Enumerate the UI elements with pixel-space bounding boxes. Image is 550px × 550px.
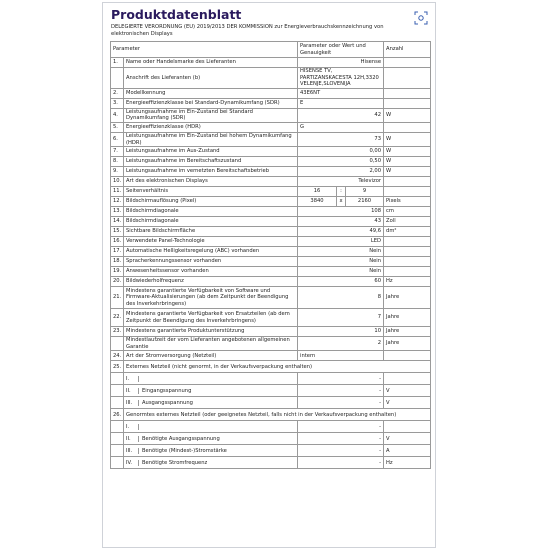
section-item (124, 433, 298, 445)
item-unit: V (384, 433, 431, 445)
row-unit: W (384, 108, 431, 122)
row-unit (384, 351, 431, 361)
row-unit: Jahre (384, 337, 431, 351)
row-value: 2,00 (298, 167, 384, 177)
table-row (111, 167, 431, 177)
row-unit (384, 88, 431, 98)
row-unit: Pixels (384, 197, 431, 207)
row-number: 17. (111, 247, 124, 257)
table-row (111, 277, 431, 287)
row-value-b: 9 (346, 187, 384, 197)
table-row (111, 122, 431, 132)
item-roman-number: III. (126, 400, 139, 407)
row-value-sep: : (337, 187, 346, 197)
table-row (111, 147, 431, 157)
item-roman-number: II. (126, 388, 139, 395)
row-label: Bildschirmdiagonale (124, 217, 298, 227)
row-number: 11. (111, 187, 124, 197)
row-unit (384, 267, 431, 277)
item-label: Ausgangsspannung (142, 399, 193, 406)
section-item-row (111, 385, 431, 397)
row-value-a: 16 (298, 187, 337, 197)
item-value: - (298, 421, 384, 433)
blank-cell (111, 385, 124, 397)
row-label: Bildschirmdiagonale (124, 207, 298, 217)
row-number: 22. (111, 309, 124, 327)
row-label: Mindestens garantierte Verfügbarkeit von Ersatzteilen (ab dem Zeitpunkt der Beendigung des Inverkehrbringens) (124, 309, 298, 327)
product-data-sheet (102, 2, 436, 548)
row-number: 18. (111, 257, 124, 267)
item-roman-number: I. (126, 424, 139, 431)
row-value: 73 (298, 132, 384, 146)
row-label: Energieeffizienzklasse bei Standard-Dynamikumfang (SDR) (124, 98, 298, 108)
row-label: Bildwiederholfrequenz (124, 277, 298, 287)
row-label: Spracherkennungssensor vorhanden (124, 257, 298, 267)
table-header-row (111, 42, 431, 58)
item-roman-number: I. (126, 376, 139, 383)
table-row (111, 177, 431, 187)
section-item (124, 397, 298, 409)
row-value: E (298, 98, 384, 108)
row-label: Energieeffizienzklasse (HDR) (124, 122, 298, 132)
row-unit: W (384, 132, 431, 146)
section-item-row (111, 397, 431, 409)
row-label: Name oder Handelsmarke des Lieferanten (124, 58, 298, 68)
row-value: Televizor (298, 177, 384, 187)
row-value: 108 (298, 207, 384, 217)
item-unit: A (384, 445, 431, 457)
row-label: Automatische Helligkeitsregelung (ABC) vorhanden (124, 247, 298, 257)
row-number: 14. (111, 217, 124, 227)
row-label: Mindestlaufzeit der vom Lieferanten angebotenen allgemeinen Garantie (124, 337, 298, 351)
row-unit: Zoll (384, 217, 431, 227)
row-label: Sichtbare Bildschirmfläche (124, 227, 298, 237)
table-row (111, 68, 431, 89)
row-unit: W (384, 167, 431, 177)
row-number: 8. (111, 157, 124, 167)
row-label: Leistungsaufnahme im Ein-Zustand bei Standard Dynamikumfang (SDR) (124, 108, 298, 122)
row-unit: Jahre (384, 287, 431, 309)
row-value-a: 3840 (298, 197, 337, 207)
item-unit (384, 373, 431, 385)
item-value: - (298, 373, 384, 385)
section-item-row (111, 457, 431, 469)
row-unit (384, 68, 431, 89)
header-value: Parameter oder Wert und Genauigkeit (298, 42, 384, 58)
blank-cell (111, 397, 124, 409)
item-roman-number: II. (126, 436, 139, 443)
table-row (111, 267, 431, 277)
row-number: 2. (111, 88, 124, 98)
section-row (111, 361, 431, 373)
table-row (111, 247, 431, 257)
row-unit (384, 247, 431, 257)
section-item (124, 421, 298, 433)
row-number: 10. (111, 177, 124, 187)
section-item (124, 457, 298, 469)
item-label: Benötigte Stromfrequenz (142, 459, 208, 466)
row-value: G (298, 122, 384, 132)
sheet-header (111, 7, 411, 38)
row-value: Nein (298, 257, 384, 267)
blank-cell (111, 373, 124, 385)
row-unit: Hz (384, 277, 431, 287)
section-label: Externes Netzteil (nicht genormt, in der Verkaufsverpackung enthalten) (124, 361, 431, 373)
item-value: - (298, 433, 384, 445)
table-row (111, 157, 431, 167)
row-value: 8 (298, 287, 384, 309)
table-row (111, 58, 431, 68)
row-label: Leistungsaufnahme im Bereitschaftszustand (124, 157, 298, 167)
row-label: Art der Stromversorgung (Netzteil) (124, 351, 298, 361)
row-number (111, 337, 124, 351)
row-value: 60 (298, 277, 384, 287)
section-item-row (111, 445, 431, 457)
header-parameter: Parameter (111, 42, 298, 58)
row-unit (384, 187, 431, 197)
row-value: 7 (298, 309, 384, 327)
row-unit: W (384, 157, 431, 167)
item-label: Eingangsspannung (142, 387, 192, 394)
regulation-subtitle: DELEGIERTE VERORDNUNG (EU) 2019/2013 DER KOMMISSION zur Energieverbrauchskennzeichnung von elektronischen Displays (111, 24, 384, 37)
row-value: 49,6 (298, 227, 384, 237)
row-value: 0,50 (298, 157, 384, 167)
row-unit (384, 98, 431, 108)
item-value: - (298, 385, 384, 397)
row-value: intern (298, 351, 384, 361)
blank-cell (111, 445, 124, 457)
section-item-row (111, 373, 431, 385)
row-number: 5. (111, 122, 124, 132)
table-row (111, 257, 431, 267)
section-label: Genormtes externes Netzteil (oder geeignetes Netzteil, falls nicht in der Verkaufsverpackung enthalten) (124, 409, 431, 421)
row-number: 20. (111, 277, 124, 287)
row-label: Leistungsaufnahme im vernetzten Bereitschaftsbetrieb (124, 167, 298, 177)
row-value: 42 (298, 108, 384, 122)
section-item (124, 373, 298, 385)
section-item (124, 385, 298, 397)
row-value: LED (298, 237, 384, 247)
row-label: Verwendete Panel-Technologie (124, 237, 298, 247)
row-value: 10 (298, 327, 384, 337)
item-label: Benötigte (Mindest-)Stromstärke (142, 447, 227, 454)
row-unit (384, 122, 431, 132)
header-unit: Anzahl (384, 42, 431, 58)
table-row (111, 351, 431, 361)
row-unit (384, 58, 431, 68)
row-unit: dm² (384, 227, 431, 237)
row-number: 16. (111, 237, 124, 247)
row-unit (384, 257, 431, 267)
item-value: - (298, 445, 384, 457)
row-unit (384, 177, 431, 187)
parameter-table (110, 41, 431, 469)
row-number: 21. (111, 287, 124, 309)
item-roman-number: IV. (126, 460, 139, 467)
row-number: 3. (111, 98, 124, 108)
item-roman-number: III. (126, 448, 139, 455)
table-row (111, 287, 431, 309)
row-value-sep: x (337, 197, 346, 207)
blank-cell (111, 421, 124, 433)
section-item (124, 445, 298, 457)
row-value: 0,00 (298, 147, 384, 157)
row-number: 4. (111, 108, 124, 122)
row-label: Leistungsaufnahme im Aus-Zustand (124, 147, 298, 157)
row-number: 6. (111, 132, 124, 146)
table-row (111, 237, 431, 247)
row-unit: cm (384, 207, 431, 217)
row-label: Leistungsaufnahme im Ein-Zustand bei hohem Dynamikumfang (HDR) (124, 132, 298, 146)
table-row (111, 108, 431, 122)
row-value: 43 (298, 217, 384, 227)
row-unit: Jahre (384, 309, 431, 327)
section-number: 25. (111, 361, 124, 373)
table-row (111, 197, 431, 207)
section-item-row (111, 433, 431, 445)
row-label: Modellkennung (124, 88, 298, 98)
table-row (111, 227, 431, 237)
row-value: Hisense (298, 58, 384, 68)
row-number: 7. (111, 147, 124, 157)
section-number: 26. (111, 409, 124, 421)
section-row (111, 409, 431, 421)
section-item-row (111, 421, 431, 433)
item-unit: Hz (384, 457, 431, 469)
item-value: - (298, 397, 384, 409)
row-label: Bildschirmauflösung (Pixel) (124, 197, 298, 207)
item-unit: V (384, 385, 431, 397)
row-value: 43E6NT (298, 88, 384, 98)
table-row (111, 309, 431, 327)
table-row (111, 98, 431, 108)
row-value: Nein (298, 247, 384, 257)
item-value: - (298, 457, 384, 469)
row-label: Mindestens garantierte Verfügbarkeit von Software und Firmware-Aktualisierungen (ab dem Zeitpunkt der Beendigung des Inverkehrbringens) (124, 287, 298, 309)
blank-cell (111, 433, 124, 445)
row-number: 13. (111, 207, 124, 217)
row-number: 24. (111, 351, 124, 361)
row-unit: Jahre (384, 327, 431, 337)
row-value: HISENSE TV, PARTIZANSKACESTA 12H,3320 VELENJE,SLOVENIJA (298, 68, 384, 89)
table-row (111, 217, 431, 227)
item-unit: V (384, 397, 431, 409)
blank-cell (111, 457, 124, 469)
table-row (111, 187, 431, 197)
qr-scan-icon[interactable] (414, 11, 428, 25)
row-number: 9. (111, 167, 124, 177)
row-number: 19. (111, 267, 124, 277)
table-row (111, 337, 431, 351)
row-number: 23. (111, 327, 124, 337)
row-value: Nein (298, 267, 384, 277)
row-unit (384, 237, 431, 247)
item-label: Benötigte Ausgangsspannung (142, 435, 220, 442)
row-label: Seitenverhältnis (124, 187, 298, 197)
row-value: 2 (298, 337, 384, 351)
table-row (111, 207, 431, 217)
table-row (111, 327, 431, 337)
item-unit (384, 421, 431, 433)
row-value-b: 2160 (346, 197, 384, 207)
page-title: Produktdatenblatt (111, 7, 242, 22)
row-label: Mindestens garantierte Produktunterstützung (124, 327, 298, 337)
table-row (111, 88, 431, 98)
row-number (111, 68, 124, 89)
table-row (111, 132, 431, 146)
row-unit: W (384, 147, 431, 157)
row-label: Art des elektronischen Displays (124, 177, 298, 187)
row-number: 1. (111, 58, 124, 68)
row-number: 15. (111, 227, 124, 237)
row-number: 12. (111, 197, 124, 207)
row-label: Anwesenheitssensor vorhanden (124, 267, 298, 277)
row-label: Anschrift des Lieferanten (b) (124, 68, 298, 89)
